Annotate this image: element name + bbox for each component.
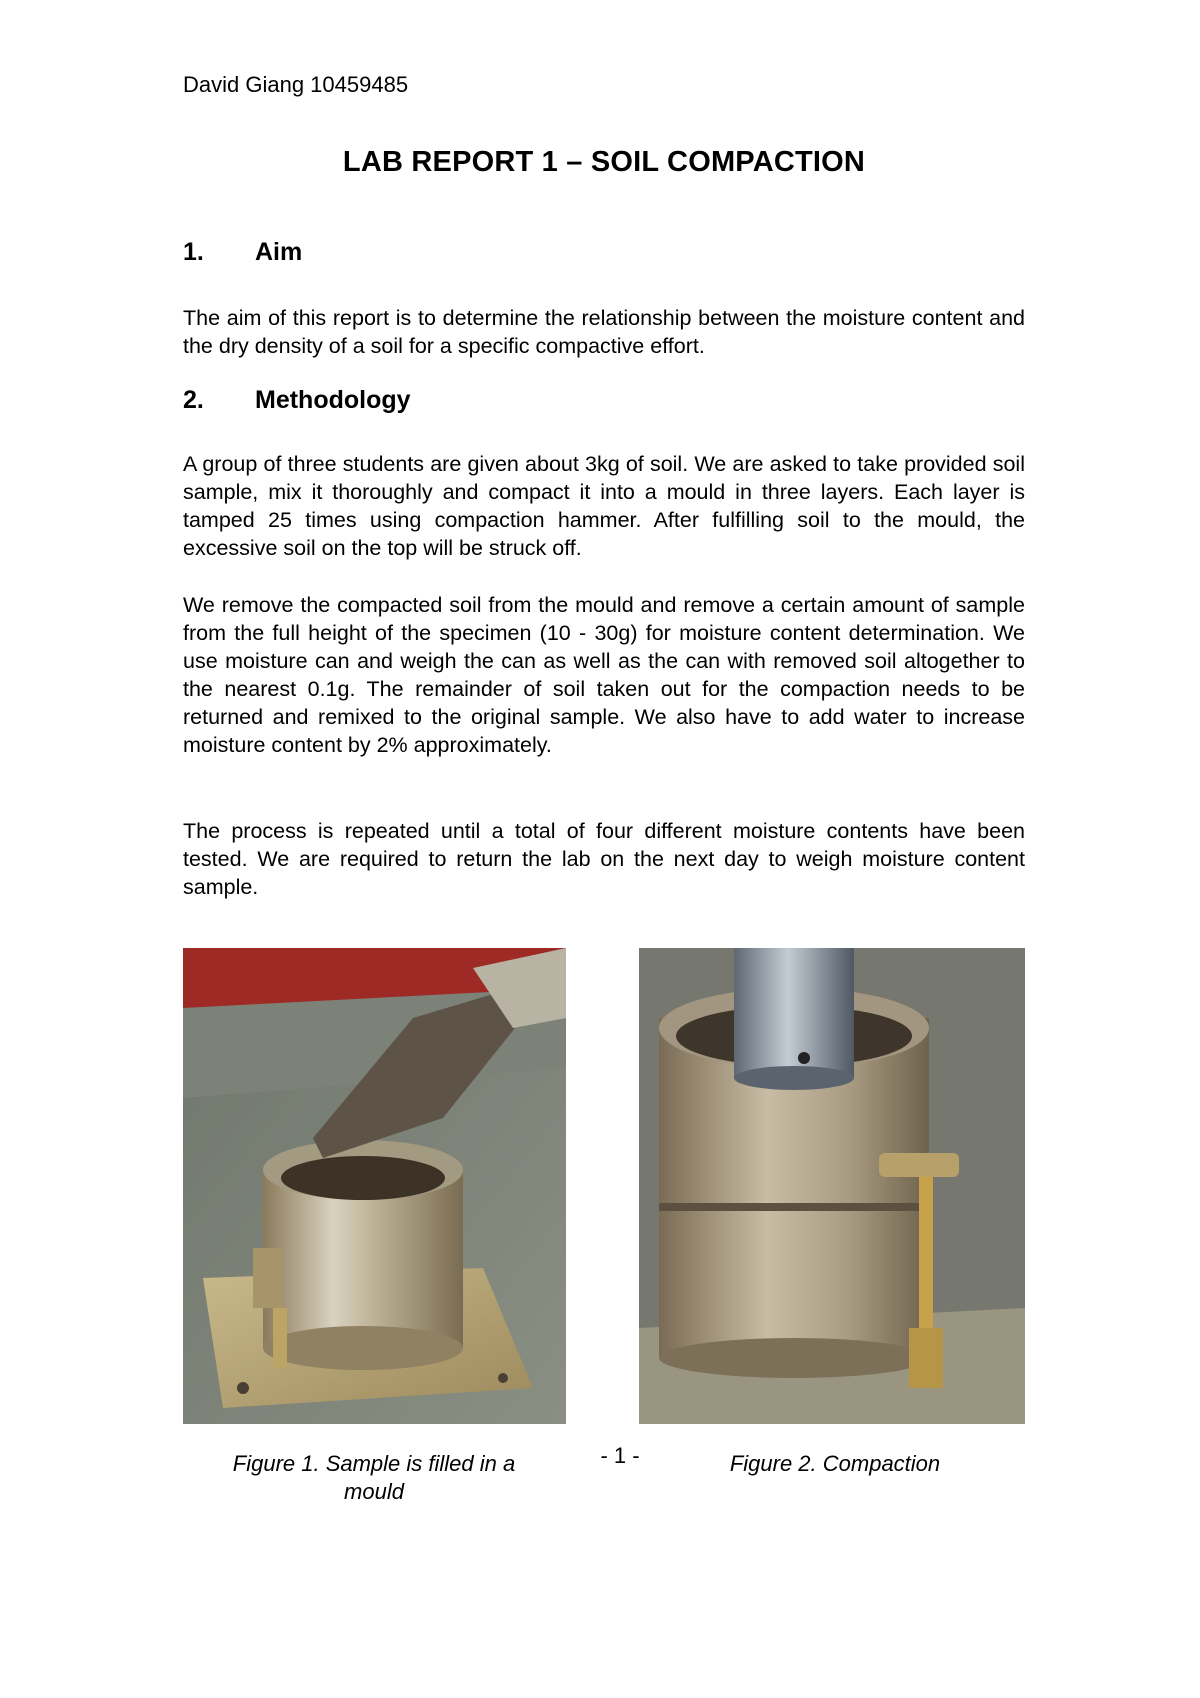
- methodology-paragraph-1: A group of three students are given about 3kg of soil. We are asked to take provided soil sample, mix it thoroughly and compact it into a mould in three layers. Each layer is tamped 25 times using compaction hammer. After fulfilling soil to the mould, the excessive soil on the top will be struck off.: [183, 452, 1025, 560]
- section-title: Aim: [255, 238, 303, 266]
- figure-1-photo: [183, 948, 566, 1424]
- section-number: 1.: [183, 238, 204, 266]
- page-number: - 1 -: [600, 1443, 640, 1468]
- figure-2-photo: [639, 948, 1025, 1424]
- section-title: Methodology: [255, 386, 411, 414]
- section-number: 2.: [183, 386, 204, 414]
- methodology-paragraph-3: The process is repeated until a total of four different moisture contents have been tested. We are required to return the lab on the next day to weigh moisture content sample.: [183, 819, 1025, 899]
- section-heading-aim: [183, 238, 302, 267]
- figure-1-caption: Figure 1. Sample is filled in a mould: [232, 1451, 516, 1504]
- methodology-paragraph-2: We remove the compacted soil from the mould and remove a certain amount of sample from the full height of the specimen (10 - 30g) for moisture content determination. We use moisture can and weigh the can as well as the can with removed soil altogether to the nearest 0.1g. The remainder of soil taken out for the compaction needs to be returned and remixed to the original sample. We also have to add water to increase moisture content by 2% approximately.: [183, 593, 1025, 757]
- section-heading-methodology: [183, 386, 411, 415]
- figure-2-caption: Figure 2. Compaction: [729, 1451, 941, 1476]
- report-title: LAB REPORT 1 – SOIL COMPACTION: [342, 146, 866, 178]
- author-header: David Giang 10459485: [183, 72, 409, 97]
- aim-paragraph: The aim of this report is to determine the relationship between the moisture content and the dry density of a soil for a specific compactive effort.: [183, 306, 1025, 358]
